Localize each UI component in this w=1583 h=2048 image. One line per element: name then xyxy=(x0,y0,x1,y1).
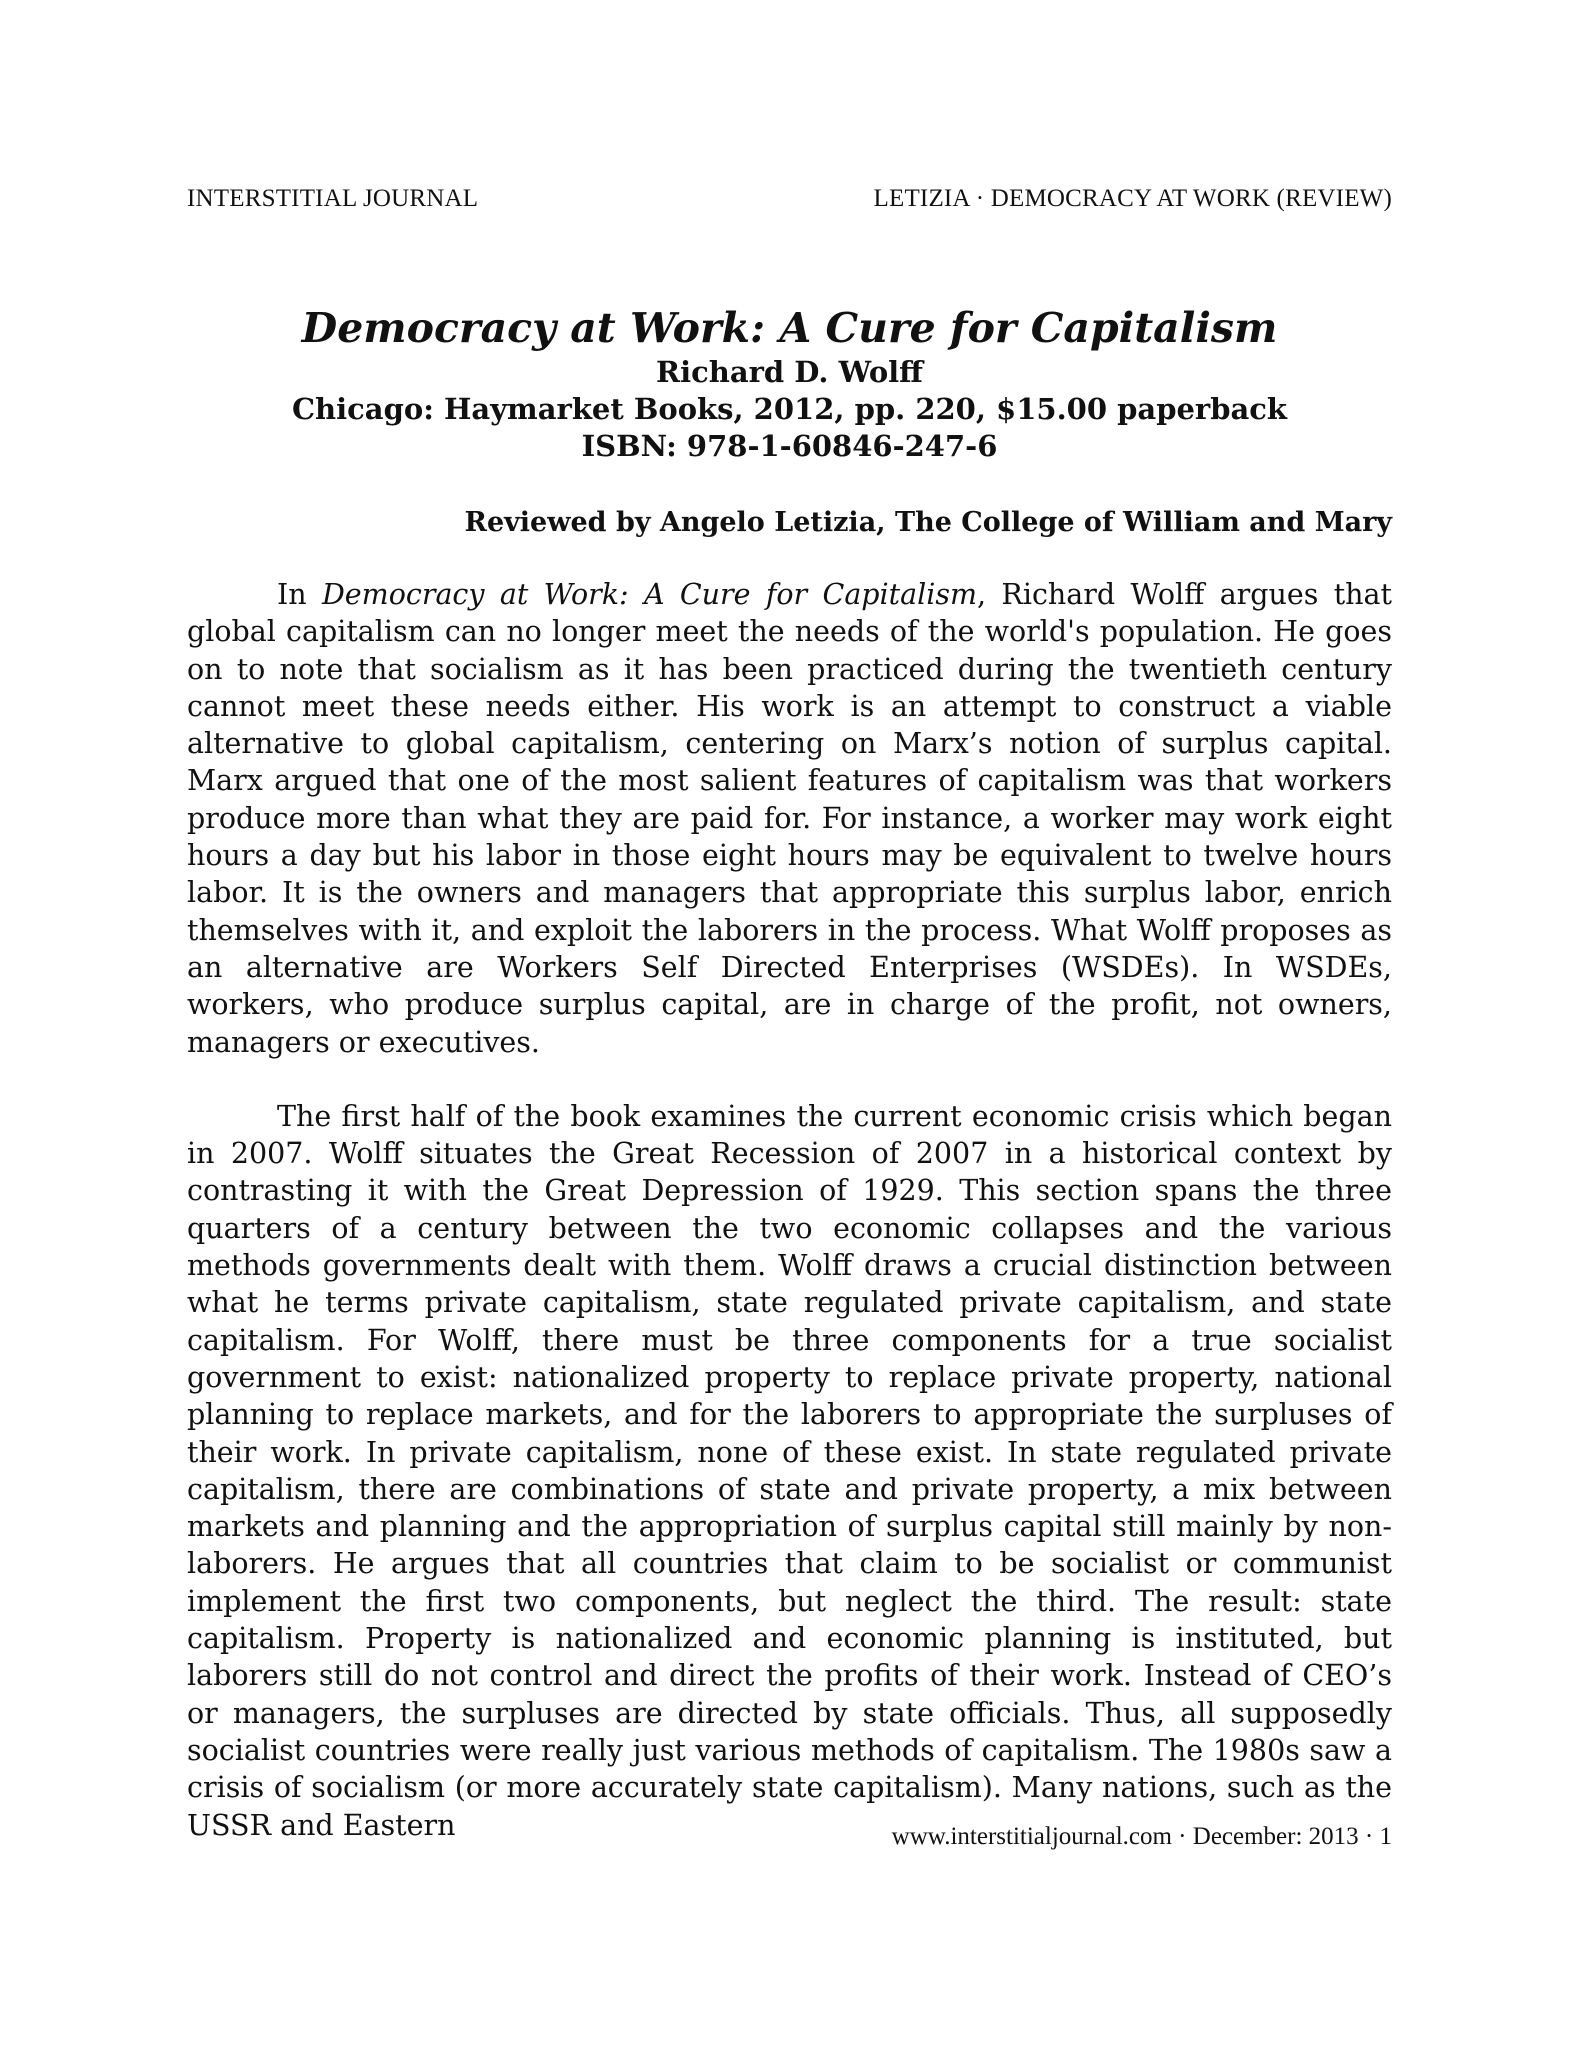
journal-name: INTERSTITIAL JOURNAL xyxy=(187,185,479,212)
paragraph-1-book-title: Democracy at Work: A Cure for Capitalism xyxy=(321,578,977,611)
paragraph-1-text: , Richard Wolff argues that global capitalism can no longer meet the needs of the world's population. He goes on to note that socialism as it has been practiced during the twentieth century cannot meet these needs either. His work is an attempt to construct a viable alternative to global capitalism, centering on Marx’s notion of surplus capital. Marx argued that one of the most salient features of capitalism was that workers produce more than what they are paid for. For instance, a worker may work eight hours a day but his labor in those eight hours may be equivalent to twelve hours labor. It is the owners and managers that appropriate this surplus labor, enrich themselves with it, and exploit the laborers in the process. What Wolff proposes as an alternative are Workers Self Directed Enterprises (WSDEs). In WSDEs, workers, who produce surplus capital, are in charge of the profit, not owners, managers or executives. xyxy=(187,578,1392,1059)
isbn: ISBN: 978-1-60846-247-6 xyxy=(581,429,998,463)
publication-details: Chicago: Haymarket Books, 2012, pp. 220, $15.00 paperback xyxy=(291,392,1288,426)
article-running-title: LETIZIA · DEMOCRACY AT WORK (REVIEW) xyxy=(873,185,1392,212)
paragraph-2: The first half of the book examines the current economic crisis which began in 2007. Wolff situates the Great Recession of 2007 in a historical context by contrasting it with the Great Depression of 1929. This section spans the three quarters of a century between the two economic collapses and the various methods governments dealt with them. Wolff draws a crucial distinction between what he terms private capitalism, state regulated private capitalism, and state capitalism. For Wolff, there must be three components for a true socialist government to exist: nationalized property to replace private property, national planning to replace markets, and for the laborers to appropriate the surpluses of their work. In private capitalism, none of these exist. In state regulated private capitalism, there are combinations of state and private property, a mix between markets and planning and the appropriation of surplus capital still mainly by non-laborers. He argues that all countries that claim to be socialist or communist implement the first two components, but neglect the third. The result: state capitalism. Property is nationalized and economic planning is instituted, but laborers still do not control and direct the profits of their work. Instead of CEO’s or managers, the surpluses are directed by state officials. Thus, all supposedly socialist countries were really just various methods of capitalism. The 1980s saw a crisis of socialism (or more accurately state capitalism). Many nations, such as the USSR and Eastern xyxy=(187,1099,1392,1842)
running-footer: www.interstitialjournal.com · December: 2013 · 1 xyxy=(891,1823,1392,1850)
book-info-block xyxy=(187,302,1392,465)
running-header xyxy=(187,185,1392,213)
book-author: Richard D. Wolff xyxy=(656,355,923,389)
paragraph-1-lead: In xyxy=(277,578,322,611)
reviewer-byline: Reviewed by Angelo Letizia, The College of William and Mary xyxy=(464,507,1392,538)
review-body xyxy=(187,576,1392,1844)
paragraph-1 xyxy=(187,576,1392,1061)
book-title: Democracy at Work: A Cure for Capitalism xyxy=(301,304,1278,352)
